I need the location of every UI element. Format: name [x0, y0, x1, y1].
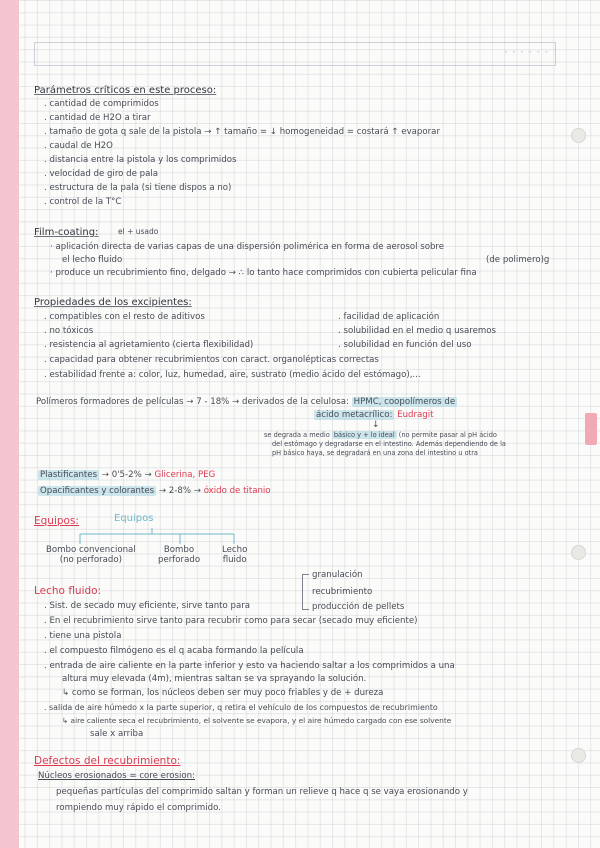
text-line: . entrada de aire caliente en la parte inferior y esto va haciendo saltar a los comprimidos a una: [44, 661, 455, 671]
acid-line: [314, 410, 434, 420]
polymers-line: [36, 397, 457, 407]
list-item: . solubilidad en función del uso: [338, 340, 472, 350]
bracket: [302, 574, 309, 610]
opacificantes-label: Opacificantes y colorantes: [40, 486, 155, 496]
opacificantes-line: [38, 486, 271, 496]
text-line: . tiene una pistola: [44, 631, 122, 641]
text-line: · aplicación directa de varias capas de una dispersión polimérica en forma de aerosol sobre: [50, 242, 445, 252]
node-line: Lecho: [222, 545, 248, 555]
list-item: . no tóxicos: [44, 326, 94, 336]
arrow-down-icon: ↓: [372, 420, 380, 430]
equipment-node-lecho-fluido: [222, 545, 247, 565]
note-part: se degrada a medio: [264, 431, 330, 439]
text-line: altura muy elevada (4m), mientras saltan se va sprayando la solución.: [62, 674, 367, 684]
section-title-parametros: Parámetros críticos en este proceso:: [34, 85, 217, 96]
text-line: sale x arriba: [90, 729, 144, 739]
polymers-text: Polímeros formadores de películas → 7 - 18% → derivados de la celulosa:: [36, 397, 349, 407]
node-line: perforado: [158, 555, 201, 565]
text-line: el lecho fluido: [62, 255, 123, 265]
list-item: . caudal de H2O: [44, 141, 113, 151]
text-line: ↳ como se forman, los núcleos deben ser muy poco friables y de + dureza: [62, 688, 384, 698]
acid-text: ácido metacrílico:: [316, 410, 393, 420]
list-item: . tamaño de gota q sale de la pistola → ↑ tamaño = ↓ homogeneidad = costará ↑ evaporar: [44, 127, 440, 137]
equipment-node-bombo-perforado: [158, 545, 200, 565]
list-item: . velocidad de giro de pala: [44, 169, 159, 179]
list-item: . cantidad de comprimidos: [44, 99, 159, 109]
eudragit-note: del estómago y degradarse en el intestino. Además dependiendo de la: [272, 440, 506, 448]
pink-margin-strip: [0, 0, 19, 848]
text-line: pequeñas partículas del comprimido saltan y forman un relieve q hace q se vaya erosionando y: [56, 787, 468, 797]
side-tab: [585, 413, 597, 445]
list-item: . cantidad de H2O a tirar: [44, 113, 151, 123]
note-part: (no permite pasar al pH ácido: [398, 431, 497, 439]
list-item: . solubilidad en el medio q usaremos: [338, 326, 497, 336]
list-item: . compatibles con el resto de aditivos: [44, 312, 205, 322]
node-line: Bombo convencional: [46, 545, 136, 555]
text-line: rompiendo muy rápido el comprimido.: [56, 803, 221, 813]
punch-hole-icon: [571, 128, 586, 143]
polymers-highlight: HPMC, coopolímeros de: [353, 397, 456, 407]
subsection-title: Núcleos erosionados = core erosion:: [38, 771, 196, 781]
text-line: · produce un recubrimiento fino, delgado → ∴ lo tanto hace comprimidos con cubierta pelicular fina: [50, 268, 477, 278]
note-highlight: básico y + lo ideal: [333, 431, 395, 439]
section-title-equipos: Equipos:: [34, 515, 79, 527]
branch-item: producción de pellets: [312, 602, 405, 612]
film-coating-note: el + usado: [118, 227, 159, 236]
list-item: . estructura de la pala (si tiene dispos a no): [44, 183, 232, 193]
plastificantes-label: Plastificantes: [40, 470, 98, 480]
list-item: . control de la T°C: [44, 197, 122, 207]
section-title-film-coating: Film-coating:: [34, 227, 99, 238]
text-line: . salida de aire húmedo x la parte superior, q retira el vehículo de los compuestos de recubrimiento: [44, 703, 438, 712]
node-line: (no perforado): [59, 555, 122, 565]
header-mark: - - - - - -: [504, 47, 549, 57]
eudragit-text: Eudragit: [397, 410, 434, 420]
text-line: ↳ aire caliente seca el recubrimiento, el solvente se evapora, y el aire húmedo cargado con ese solvente: [62, 716, 452, 725]
plastificantes-examples: Glicerina, PEG: [154, 470, 216, 480]
branch-item: recubrimiento: [312, 587, 373, 597]
punch-hole-icon: [571, 748, 586, 763]
branch-item: granulación: [312, 570, 363, 580]
opacificantes-value: → 2-8% →: [158, 486, 201, 496]
list-item: . capacidad para obtener recubrimientos con caract. organolépticas correctas: [44, 355, 379, 365]
opacificantes-examples: óxido de titanio: [203, 486, 271, 496]
plastificantes-value: → 0'5-2% →: [101, 470, 152, 480]
equipment-node-bombo-convencional: [46, 545, 136, 565]
header-box: [34, 42, 556, 66]
diagram-title: Equipos: [114, 513, 154, 524]
section-title-defectos: Defectos del recubrimiento:: [34, 755, 181, 767]
section-title-lecho-fluido: Lecho fluido:: [34, 585, 102, 597]
list-item: . resistencia al agrietamiento (cierta flexibilidad): [44, 340, 254, 350]
text-line: . En el recubrimiento sirve tanto para recubrir como para secar (secado muy eficiente): [44, 616, 418, 626]
list-item: . facilidad de aplicación: [338, 312, 440, 322]
text-line: . Sist. de secado muy eficiente, sirve tanto para: [44, 601, 251, 611]
list-item: . estabilidad frente a: color, luz, humedad, aire, sustrato (medio ácido del estómago),...: [44, 370, 421, 380]
node-line: Bombo: [163, 545, 195, 555]
eudragit-note: pH básico haya, se degradará en una zona del intestino u otra: [272, 449, 478, 457]
node-line: fluido: [222, 555, 247, 565]
eudragit-note: [264, 431, 497, 439]
section-title-propiedades: Propiedades de los excipientes:: [34, 297, 192, 308]
text-line: (de polimero)g: [486, 255, 550, 265]
list-item: . distancia entre la pistola y los comprimidos: [44, 155, 237, 165]
text-line: . el compuesto filmógeno es el q acaba formando la película: [44, 646, 304, 656]
plastificantes-line: [38, 470, 215, 480]
punch-hole-icon: [571, 545, 586, 560]
